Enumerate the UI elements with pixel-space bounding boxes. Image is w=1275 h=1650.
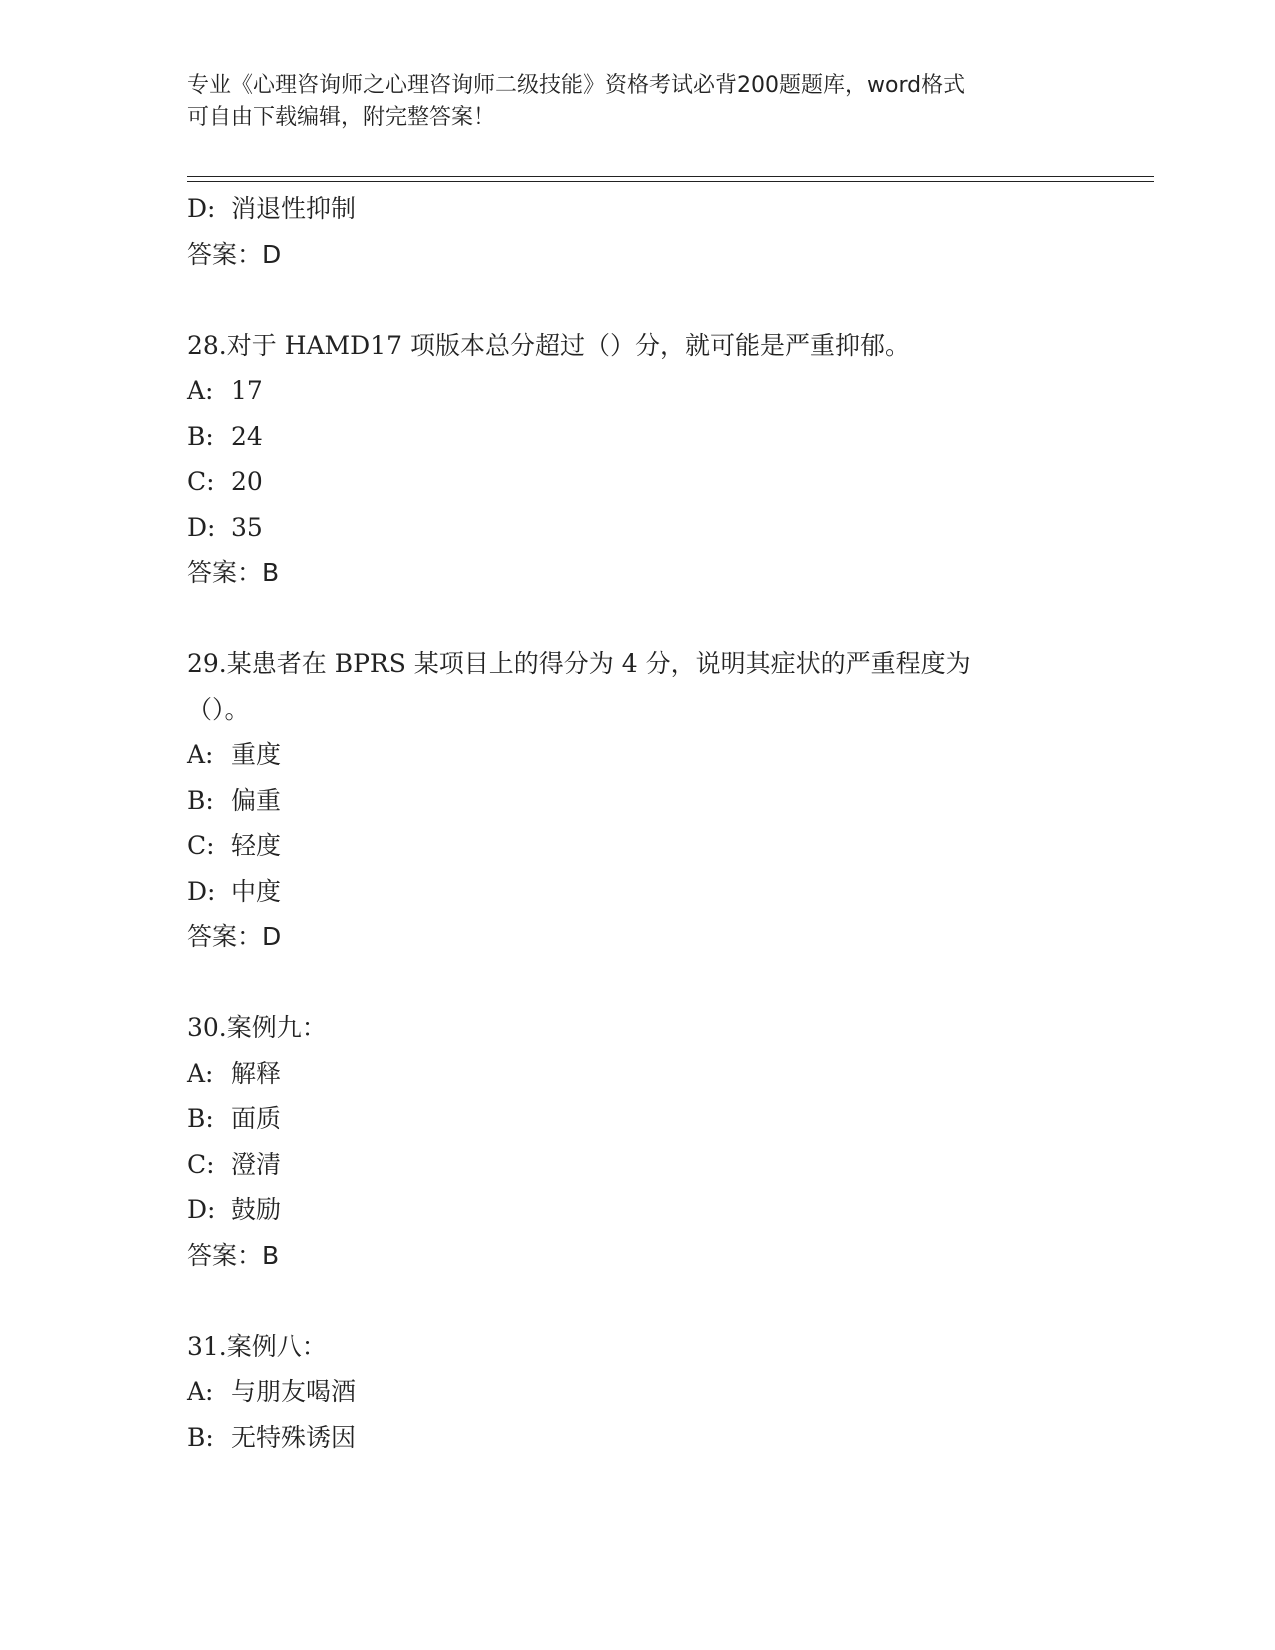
spacer	[187, 960, 1087, 1006]
option-label: A:	[187, 1058, 214, 1088]
option-a	[187, 732, 1087, 778]
option-label: C:	[187, 1149, 215, 1179]
option-label: B:	[187, 421, 214, 451]
option-label: A:	[187, 1377, 214, 1406]
option-text: 偏重	[231, 785, 282, 815]
option-text: 24	[231, 421, 263, 451]
option-label: B:	[187, 1422, 214, 1452]
option-text: 鼓励	[231, 1195, 282, 1224]
option-a	[187, 1369, 1087, 1415]
option-b	[187, 1096, 1087, 1142]
question-stem-29: 29.某患者在 BPRS 某项目上的得分为 4 分，说明其症状的严重程度为	[187, 649, 971, 678]
option-text: 20	[231, 467, 263, 496]
option-text: 无特殊诱因	[231, 1422, 357, 1452]
question-stem-30: 30.案例九：	[187, 1013, 327, 1042]
option-d	[187, 869, 1087, 915]
answer-line: 答案：D	[187, 922, 282, 951]
option-b	[187, 778, 1087, 824]
spacer	[187, 596, 1087, 642]
option-text: 35	[231, 512, 263, 542]
option-label: A:	[187, 740, 214, 769]
option-text: 中度	[231, 876, 282, 906]
option-label: B:	[187, 785, 214, 815]
option-text: 轻度	[231, 831, 282, 860]
option-label: C:	[187, 831, 215, 860]
option-text: 解释	[231, 1058, 282, 1088]
option-d	[187, 1187, 1087, 1233]
option-label: D:	[187, 512, 216, 542]
option-b	[187, 414, 1087, 460]
option-label: D:	[187, 1195, 216, 1224]
option-label: C:	[187, 467, 215, 496]
answer-line: 答案：B	[187, 558, 280, 587]
option-a	[187, 1051, 1087, 1097]
option-text: 重度	[231, 740, 282, 769]
header-title-line2: 可自由下载编辑，附完整答案！	[187, 105, 496, 130]
option-label: B:	[187, 1104, 214, 1133]
option-a	[187, 368, 1087, 414]
option-c	[187, 823, 1087, 869]
question-stem-28: 28.对于 HAMD17 项版本总分超过（）分，就可能是严重抑郁。	[187, 330, 910, 360]
option-text: 17	[231, 376, 263, 405]
option-d	[187, 505, 1087, 551]
option-text: 澄清	[231, 1149, 282, 1179]
answer-line: 答案：D	[187, 239, 282, 269]
option-label: D:	[187, 194, 216, 223]
question-stem-29-cont: （）。	[187, 694, 250, 724]
spacer	[187, 1278, 1087, 1324]
question-stem-31: 31.案例八：	[187, 1331, 327, 1361]
option-text: 消退性抑制	[231, 194, 357, 223]
spacer	[187, 277, 1087, 323]
header-divider-bottom	[187, 181, 1154, 182]
option-d	[187, 186, 1087, 232]
option-b	[187, 1415, 1087, 1461]
answer-line: 答案：B	[187, 1240, 280, 1270]
option-label: D:	[187, 876, 216, 906]
option-text: 面质	[231, 1104, 282, 1133]
question-list	[187, 186, 1087, 1460]
option-c	[187, 459, 1087, 505]
option-label: A:	[187, 376, 214, 405]
header-divider-top	[187, 176, 1154, 177]
page-header	[187, 70, 1087, 134]
header-title-line1: 专业《心理咨询师之心理咨询师二级技能》资格考试必背200题题库，word格式	[187, 73, 966, 98]
option-text: 与朋友喝酒	[231, 1377, 357, 1406]
option-c	[187, 1142, 1087, 1188]
